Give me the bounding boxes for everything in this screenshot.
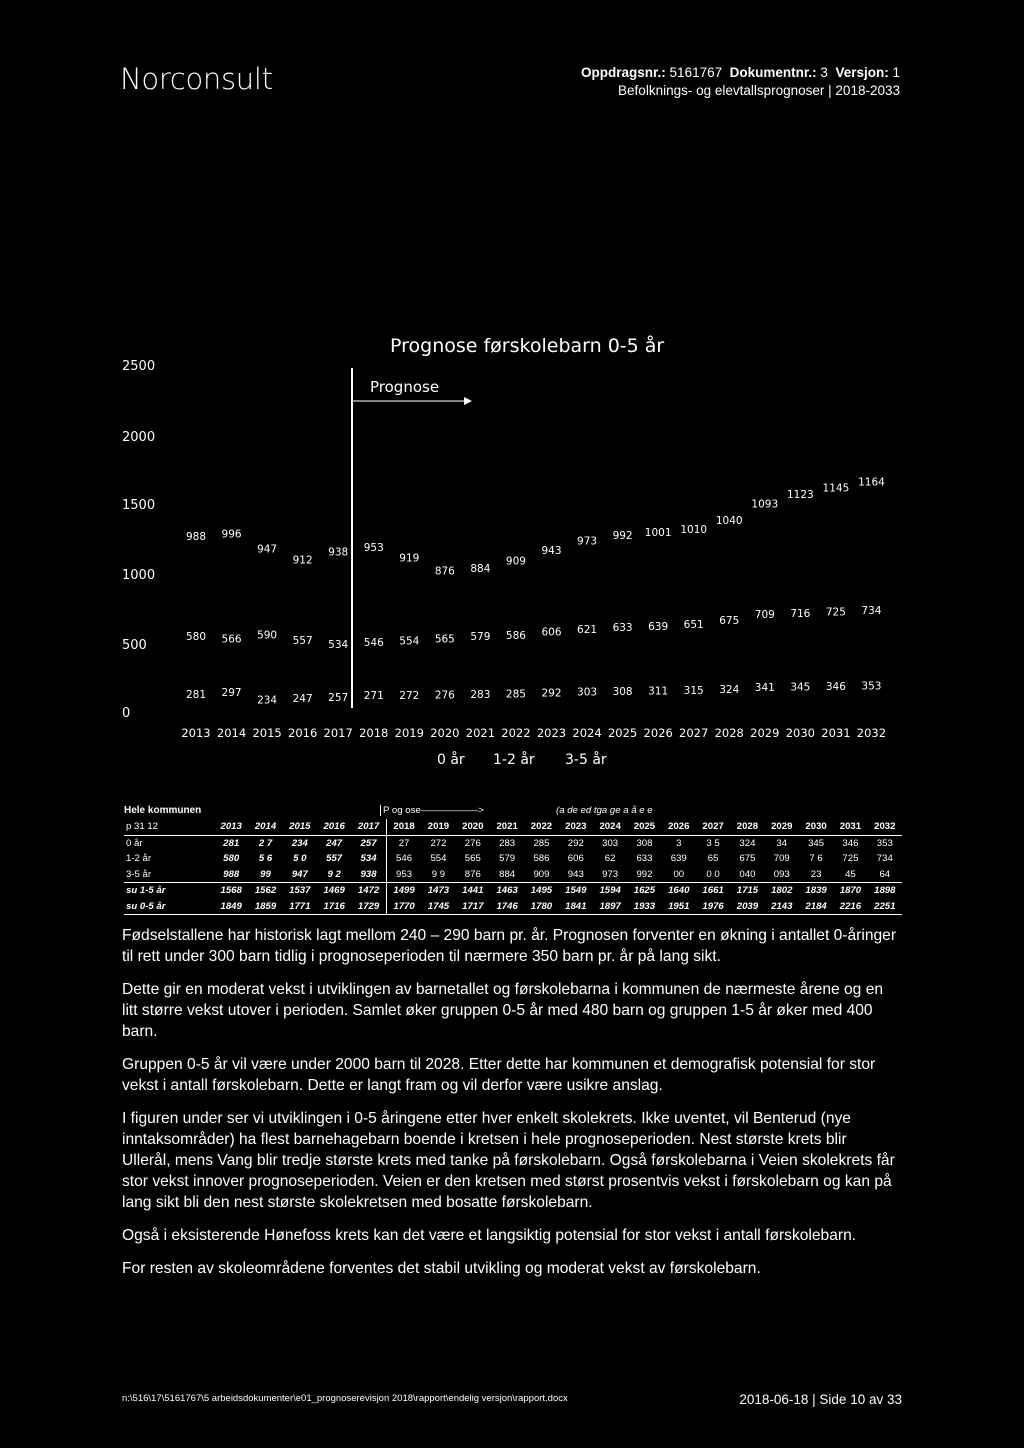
table-cell: 1745 bbox=[421, 899, 455, 915]
x-tick-label: 2027 bbox=[679, 726, 709, 740]
table-cell: 1469 bbox=[317, 883, 351, 899]
data-label: 953 bbox=[363, 541, 384, 554]
data-label: 943 bbox=[541, 544, 562, 557]
table-cell: 943 bbox=[567, 868, 584, 880]
table-year-header: 2024 bbox=[599, 821, 621, 833]
table-cell: 633 bbox=[636, 853, 653, 865]
data-label: 534 bbox=[328, 638, 349, 651]
table-row bbox=[124, 851, 902, 867]
table-row bbox=[124, 835, 902, 851]
data-label: 725 bbox=[825, 606, 846, 619]
data-label: 341 bbox=[754, 681, 775, 694]
data-label: 586 bbox=[505, 629, 526, 642]
table-year-header: 2014 bbox=[254, 821, 277, 833]
table-cell: 257 bbox=[351, 835, 386, 851]
table-cell: 1715 bbox=[730, 883, 764, 899]
table-cell: 276 bbox=[456, 835, 490, 851]
x-tick-label: 2022 bbox=[501, 726, 531, 740]
table-cell: 64 bbox=[879, 868, 891, 880]
table-cell: 0 0 bbox=[706, 868, 720, 880]
table-cell: 938 bbox=[360, 868, 377, 880]
data-label: 557 bbox=[292, 634, 313, 647]
table-cell: 292 bbox=[559, 835, 593, 851]
table-cell: 1661 bbox=[696, 883, 730, 899]
x-tick-label: 2029 bbox=[750, 726, 780, 740]
table-cell: 554 bbox=[430, 853, 447, 865]
table-cell: 27 bbox=[386, 835, 421, 851]
data-label: 257 bbox=[328, 691, 349, 704]
data-label: 912 bbox=[292, 554, 313, 567]
table-cell: 3 5 bbox=[696, 835, 730, 851]
legend-3-5-ar: 3-5 år bbox=[565, 752, 607, 768]
x-tick-label: 2024 bbox=[572, 726, 602, 740]
table-year-header: 2030 bbox=[805, 821, 827, 833]
table-row-label: 1-2 år bbox=[126, 853, 152, 865]
table-year-header: 2015 bbox=[289, 821, 311, 833]
data-label: 590 bbox=[257, 629, 278, 642]
prognose-annotation: Prognose bbox=[370, 378, 440, 396]
legend-0-ar: 0 år bbox=[437, 752, 465, 768]
oppdragsnr-key: Oppdragsnr.: bbox=[581, 65, 666, 80]
table-year-header: 2031 bbox=[839, 821, 862, 833]
data-label: 276 bbox=[434, 689, 455, 702]
data-label: 324 bbox=[719, 683, 740, 696]
body-text bbox=[122, 925, 897, 1291]
table-prognose-note: (a de ed tga ge a å e e bbox=[556, 805, 653, 816]
x-tick-label: 2020 bbox=[430, 726, 460, 740]
table-cell: 2143 bbox=[765, 899, 799, 915]
data-label: 234 bbox=[257, 694, 278, 707]
table-cell: 346 bbox=[833, 835, 867, 851]
table-cell: 606 bbox=[567, 853, 584, 865]
data-label: 1001 bbox=[644, 526, 672, 539]
x-tick-label: 2018 bbox=[359, 726, 389, 740]
data-label: 1123 bbox=[786, 489, 814, 502]
table-row-label: su 0-5 år bbox=[124, 899, 214, 915]
data-label: 272 bbox=[399, 690, 420, 703]
table-cell: 281 bbox=[214, 835, 248, 851]
x-tick-label: 2021 bbox=[465, 726, 496, 740]
table-cell: 247 bbox=[317, 835, 351, 851]
body-paragraph: Dette gir en moderat vekst i utviklingen av barnetallet og førskolebarna i kommunen de nærmeste årene og en litt større vekst utover i perioden. Samlet øker gruppen 0-5 år med 480 barn og gruppen 1-5 år øker med 400 barn. bbox=[122, 981, 884, 1040]
table-row bbox=[124, 899, 902, 915]
data-label: 909 bbox=[505, 555, 526, 568]
table-year-header: 2027 bbox=[702, 821, 724, 833]
body-paragraph: Også i eksisterende Hønefoss krets kan det være et langsiktig potensial for stor vekst i antall førskolebarn. bbox=[122, 1227, 857, 1244]
table-cell: 1716 bbox=[317, 899, 351, 915]
table-cell: 1568 bbox=[214, 883, 248, 899]
table-cell: 988 bbox=[223, 868, 240, 880]
data-label: 716 bbox=[790, 607, 811, 620]
y-tick-0: 0 bbox=[122, 706, 131, 721]
table-row-label: 3-5 år bbox=[126, 868, 152, 880]
x-tick-label: 2026 bbox=[643, 726, 673, 740]
table-year-header: 2020 bbox=[462, 821, 484, 833]
table-cell: 884 bbox=[499, 868, 516, 880]
data-label: 281 bbox=[185, 689, 207, 701]
data-label: 651 bbox=[683, 618, 704, 631]
table-cell: 9 2 bbox=[327, 868, 341, 880]
dokumentnr-key: Dokumentnr.: bbox=[729, 65, 817, 80]
x-tick-label: 2016 bbox=[288, 726, 318, 740]
data-label: 546 bbox=[363, 636, 384, 649]
data-label: 308 bbox=[612, 685, 633, 698]
table-cell: 345 bbox=[799, 835, 833, 851]
table-year-header: 2021 bbox=[496, 821, 518, 833]
table-header-row bbox=[124, 819, 902, 835]
table-cell: 1839 bbox=[799, 883, 833, 899]
data-label: 675 bbox=[719, 614, 740, 627]
table-cell: 579 bbox=[499, 853, 516, 865]
table-cell: 2251 bbox=[868, 899, 902, 915]
versjon-key: Versjon: bbox=[835, 65, 889, 80]
data-label: 311 bbox=[648, 685, 669, 698]
data-label: 315 bbox=[683, 684, 704, 697]
table-cell: 953 bbox=[386, 867, 421, 883]
table-cell: 565 bbox=[464, 853, 481, 865]
data-label: 554 bbox=[399, 635, 420, 648]
table-cell: 2216 bbox=[833, 899, 867, 915]
data-label: 353 bbox=[861, 680, 882, 693]
table-cell: 234 bbox=[283, 835, 317, 851]
x-tick-label: 2017 bbox=[323, 726, 353, 740]
table-cell: 23 bbox=[810, 868, 822, 880]
legend-1-2-ar: 1-2 år bbox=[493, 752, 535, 768]
x-tick-label: 2015 bbox=[252, 726, 282, 740]
data-label: 606 bbox=[541, 626, 562, 639]
table-cell: 586 bbox=[533, 853, 550, 865]
data-label: 565 bbox=[434, 633, 455, 646]
data-label: 1164 bbox=[858, 476, 885, 489]
table-cell: 5 0 bbox=[293, 853, 307, 865]
table-cell: 308 bbox=[627, 835, 661, 851]
table-year-header: 2032 bbox=[874, 821, 896, 833]
table-row-label: 0 år bbox=[124, 835, 214, 851]
table-cell: 1495 bbox=[524, 883, 558, 899]
table-cell: 1746 bbox=[490, 899, 524, 915]
table-cell: 99 bbox=[260, 868, 271, 880]
table-cell: 1625 bbox=[627, 883, 661, 899]
data-label: 709 bbox=[754, 609, 775, 622]
table-cell: 1771 bbox=[283, 899, 317, 915]
data-label: 996 bbox=[221, 528, 242, 541]
data-label: 1145 bbox=[822, 482, 850, 495]
table-cell: 324 bbox=[730, 835, 764, 851]
table-cell: 947 bbox=[291, 868, 308, 880]
table-year-header: 2018 bbox=[386, 819, 421, 835]
table-year-header: 2023 bbox=[565, 821, 587, 833]
y-tick-2500: 2500 bbox=[122, 359, 156, 374]
data-label: 973 bbox=[577, 535, 598, 548]
table-row bbox=[124, 883, 902, 899]
table-cell: 1463 bbox=[490, 883, 524, 899]
table-cell: 973 bbox=[602, 868, 619, 880]
table-cell: 725 bbox=[842, 853, 859, 865]
table-cell: 3 bbox=[662, 835, 696, 851]
data-label: 580 bbox=[185, 631, 207, 643]
table-cell: 1441 bbox=[456, 883, 490, 899]
table-cell: 1729 bbox=[351, 899, 386, 915]
x-tick-label: 2031 bbox=[821, 726, 851, 740]
table-cell: 9 9 bbox=[431, 868, 446, 880]
body-paragraph: For resten av skoleområdene forventes det stabil utvikling og moderat vekst av førskolebarn. bbox=[122, 1260, 761, 1277]
table-cell: 2039 bbox=[730, 899, 764, 915]
table-cell: 534 bbox=[360, 853, 377, 865]
x-tick-label: 2019 bbox=[394, 726, 424, 740]
table-cell: 1780 bbox=[524, 899, 558, 915]
table-cell: 1473 bbox=[421, 883, 455, 899]
x-tick-label: 2032 bbox=[856, 726, 887, 740]
table-cell: 2184 bbox=[799, 899, 833, 915]
data-label: 303 bbox=[577, 686, 598, 699]
y-tick-500: 500 bbox=[122, 638, 147, 653]
table-cell: 1898 bbox=[868, 883, 902, 899]
x-tick-label: 2025 bbox=[607, 726, 638, 740]
table-year-header: 2029 bbox=[771, 821, 793, 833]
x-tick-label: 2030 bbox=[785, 726, 815, 740]
forecast-arrow-head bbox=[464, 397, 472, 405]
data-label: 292 bbox=[541, 687, 562, 700]
x-tick-label: 2013 bbox=[181, 726, 211, 740]
data-label: 992 bbox=[612, 529, 633, 542]
table-year-header: 2026 bbox=[668, 821, 690, 833]
table-cell: 546 bbox=[386, 851, 421, 867]
data-label: 947 bbox=[257, 543, 278, 556]
table-cell: 62 bbox=[604, 853, 616, 865]
data-label: 345 bbox=[790, 681, 811, 694]
table-cell: 1802 bbox=[765, 883, 799, 899]
table-cell: 992 bbox=[636, 868, 653, 880]
table-cell: 353 bbox=[868, 835, 902, 851]
table-cell: 1933 bbox=[627, 899, 661, 915]
table-prognose-label: P og ose——————> bbox=[380, 805, 484, 816]
data-label: 247 bbox=[292, 693, 313, 706]
table-cell: 283 bbox=[490, 835, 524, 851]
data-label: 734 bbox=[861, 604, 882, 617]
header-report-title: Befolknings- og elevtallsprognoser | 2018-2033 bbox=[618, 83, 900, 98]
table-year-header: 2019 bbox=[427, 821, 450, 833]
data-label: 346 bbox=[825, 681, 846, 694]
table-cell: 1562 bbox=[248, 883, 282, 899]
table-cell: 1594 bbox=[593, 883, 627, 899]
x-tick-label: 2014 bbox=[216, 726, 247, 740]
table-cell: 1951 bbox=[662, 899, 696, 915]
data-label: 579 bbox=[470, 631, 491, 644]
table-cell: 580 bbox=[223, 853, 240, 865]
data-label: 566 bbox=[221, 633, 242, 646]
table-cell: 1841 bbox=[559, 899, 593, 915]
table-cell: 709 bbox=[773, 853, 790, 865]
data-label: 1093 bbox=[751, 498, 779, 511]
table-cell: 272 bbox=[421, 835, 455, 851]
dokumentnr-value: 3 bbox=[820, 65, 828, 80]
table-title: Hele kommunen bbox=[124, 805, 202, 816]
table-cell: 285 bbox=[524, 835, 558, 851]
table-year-header: 2022 bbox=[530, 821, 553, 833]
table-year-header: 2017 bbox=[357, 821, 380, 833]
table-cell: 1537 bbox=[283, 883, 317, 899]
table-cell: 1849 bbox=[214, 899, 248, 915]
y-tick-1000: 1000 bbox=[122, 568, 156, 583]
table-cell: 303 bbox=[593, 835, 627, 851]
table-year-header: 2025 bbox=[633, 821, 656, 833]
table-cell: 7 6 bbox=[809, 853, 823, 865]
data-label: 988 bbox=[185, 531, 207, 543]
table-cell: 040 bbox=[739, 868, 756, 880]
table-cell: 093 bbox=[773, 868, 790, 880]
table-cell: 1499 bbox=[386, 883, 421, 899]
table-cell: 876 bbox=[464, 868, 481, 880]
table-cell: 1472 bbox=[351, 883, 386, 899]
table-cell: 00 bbox=[673, 868, 685, 880]
norconsult-logo: Norconsult bbox=[120, 62, 273, 96]
data-label: 884 bbox=[470, 563, 491, 576]
data-label: 1040 bbox=[715, 514, 743, 527]
table-cell: 2 7 bbox=[248, 835, 282, 851]
table-cell: 5 6 bbox=[258, 853, 273, 865]
table-cell: 1870 bbox=[833, 883, 867, 899]
table-row-label-header: p 31 12 bbox=[126, 821, 159, 833]
footer-date-page: 2018-06-18 | Side 10 av 33 bbox=[739, 1392, 902, 1407]
table-cell: 557 bbox=[326, 853, 343, 865]
oppdragsnr-value: 5161767 bbox=[669, 65, 723, 80]
table-row-label: su 1-5 år bbox=[124, 883, 214, 899]
table-year-header: 2016 bbox=[323, 821, 345, 833]
x-tick-label: 2028 bbox=[714, 726, 744, 740]
data-label: 633 bbox=[612, 621, 633, 634]
body-paragraph: Fødselstallene har historisk lagt mellom 240 – 290 barn pr. år. Prognosen forventer en økning i antallet 0-åringer til rett under 300 barn tidlig i prognoseperioden til nærmere 350 barn pr. år på lang sikt. bbox=[122, 927, 897, 965]
table-cell: 1549 bbox=[559, 883, 593, 899]
data-label: 297 bbox=[221, 687, 242, 700]
data-label: 621 bbox=[577, 624, 598, 637]
data-label: 639 bbox=[648, 620, 669, 633]
population-table bbox=[124, 819, 902, 915]
table-cell: 639 bbox=[670, 853, 687, 865]
table-cell: 1859 bbox=[248, 899, 282, 915]
table-row bbox=[124, 867, 902, 883]
data-label: 876 bbox=[434, 565, 455, 578]
data-label: 285 bbox=[505, 688, 526, 701]
y-tick-2000: 2000 bbox=[122, 430, 156, 445]
body-paragraph: I figuren under ser vi utviklingen i 0-5 åringene etter hver enkelt skolekrets. Ikke uventet, vil Benterud (nye inntaksområder) ha flest barnehagebarn boende i kretsen i hele prognoseperioden. Nest største krets blir Ullerål, mens Vang blir tredje største krets med tanke på førskolebarn. Også førskolebarna i Veien skolekrets får stor vekst innover prognoseperioden. Veien er den kretsen med størst prosentvis vekst i førskolebarn og kan på lang sikt bli den nest største skolekretsen med bosatte førskolebarn. bbox=[122, 1110, 895, 1211]
table-cell: 1770 bbox=[386, 899, 421, 915]
data-label: 919 bbox=[399, 552, 420, 565]
table-cell: 909 bbox=[533, 868, 550, 880]
table-year-header: 2028 bbox=[736, 821, 759, 833]
table-cell: 45 bbox=[845, 868, 856, 880]
x-tick-label: 2023 bbox=[536, 726, 567, 740]
table-cell: 1897 bbox=[593, 899, 627, 915]
body-paragraph: Gruppen 0-5 år vil være under 2000 barn til 2028. Etter dette har kommunen et demografisk potensial for stor vekst i antall førskolebarn. Dette er langt fram og vil derfor være usikre anslag. bbox=[122, 1056, 876, 1094]
y-tick-1500: 1500 bbox=[122, 498, 156, 513]
table-year-header: 2013 bbox=[220, 821, 242, 833]
data-label: 938 bbox=[328, 546, 349, 559]
table-cell: 1976 bbox=[696, 899, 730, 915]
data-label: 1010 bbox=[680, 524, 708, 537]
data-label: 283 bbox=[470, 688, 491, 701]
table-cell: 1640 bbox=[662, 883, 696, 899]
table-cell: 1717 bbox=[456, 899, 490, 915]
table-cell: 34 bbox=[765, 835, 799, 851]
footer-file-path: n:\516\17\5161767\5 arbeidsdokumenter\e01_prognoserevisjon 2018\rapport\endelig versjon\rapport.docx bbox=[122, 1393, 568, 1404]
table-cell: 675 bbox=[739, 853, 756, 865]
chart-title: Prognose førskolebarn 0-5 år bbox=[390, 335, 665, 357]
versjon-value: 1 bbox=[892, 65, 900, 80]
table-cell: 734 bbox=[876, 853, 893, 865]
table-cell: 65 bbox=[707, 853, 719, 865]
data-label: 271 bbox=[363, 690, 384, 703]
